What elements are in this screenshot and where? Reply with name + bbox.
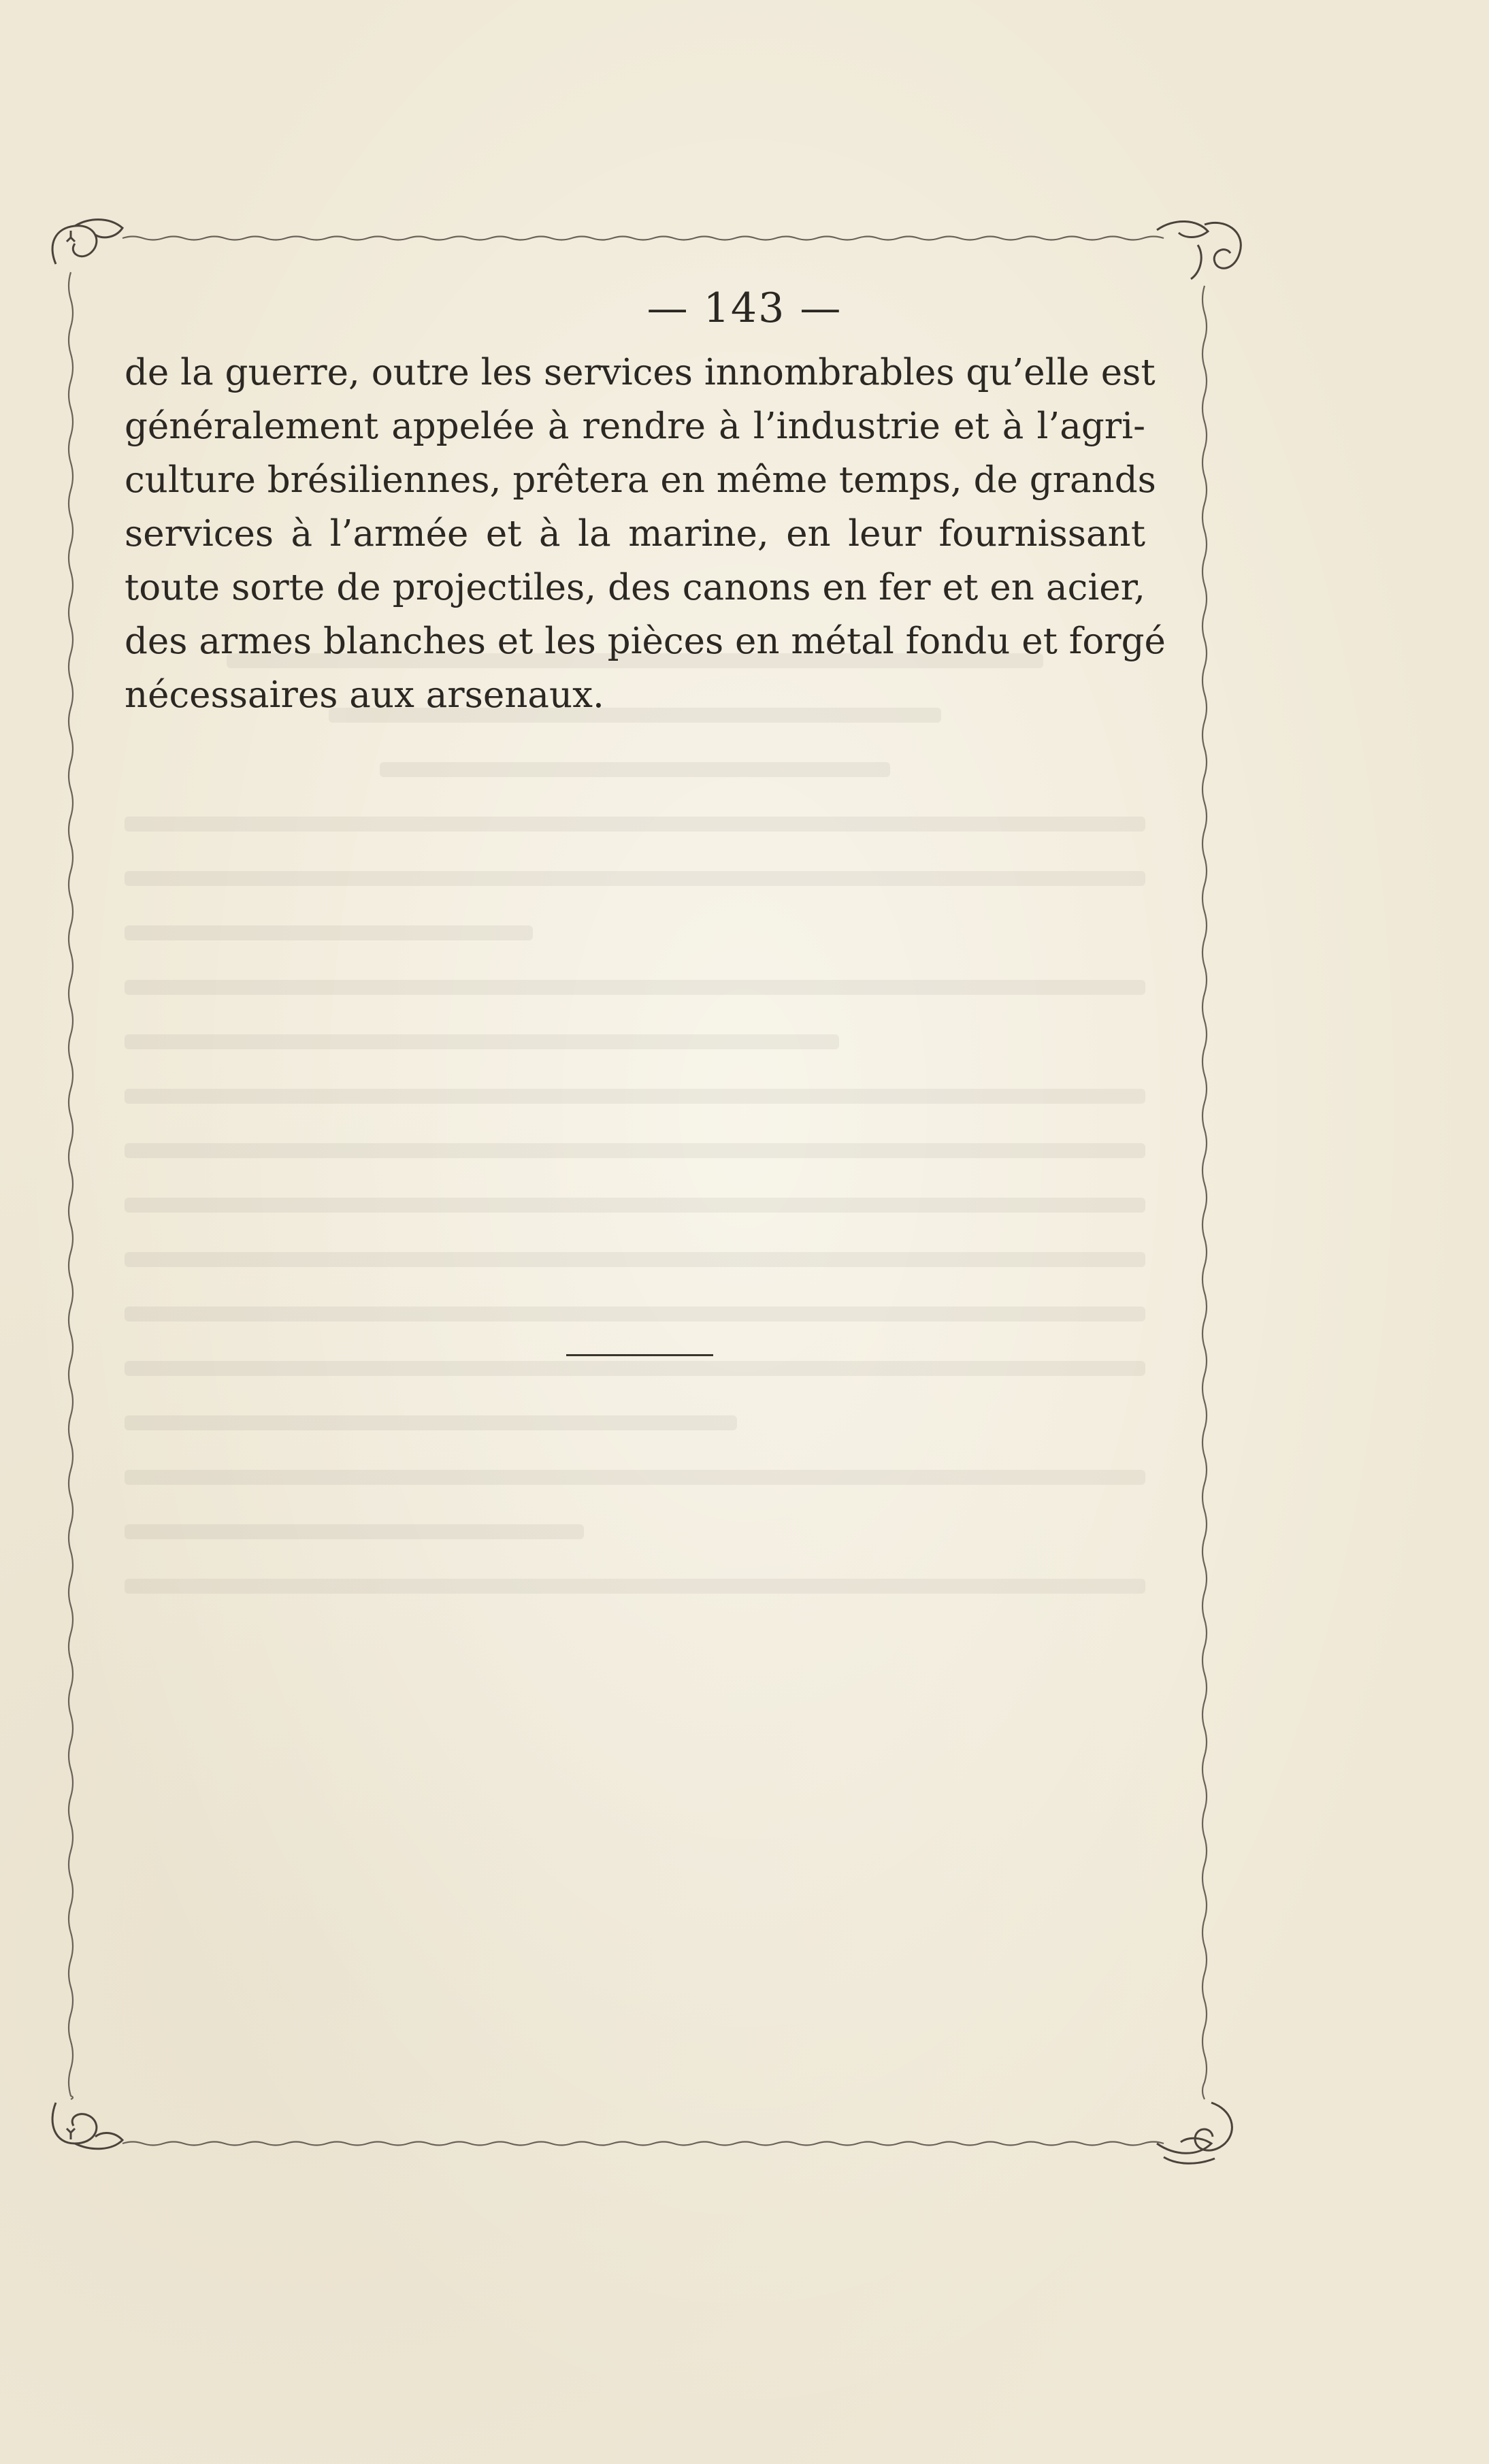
frame-top-border — [122, 237, 1164, 240]
frame-bottom-border — [122, 2142, 1164, 2146]
page-number: — 143 — — [647, 284, 842, 332]
frame-right-border — [1202, 286, 1207, 2099]
text-line: nécessaires aux arsenaux. — [125, 674, 604, 716]
text-line: services à l’armée et à la marine, en leur fournissant — [125, 513, 1145, 555]
corner-flourish-icon — [1157, 221, 1241, 279]
section-divider — [566, 1354, 713, 1356]
corner-flourish-icon — [52, 220, 122, 264]
text-line: toute sorte de projectiles, des canons en fer et en acier, — [125, 567, 1145, 608]
body-paragraph — [125, 346, 1166, 722]
text-line: généralement appelée à rendre à l’industrie et à l’agri- — [125, 406, 1145, 447]
corner-flourish-icon — [52, 2103, 122, 2149]
text-line: de la guerre, outre les services innombrables qu’elle est — [125, 352, 1156, 393]
text-line: culture brésiliennes, prêtera en même temps, de grands — [125, 459, 1156, 501]
text-line: des armes blanches et les pièces en métal fondu et forgé — [125, 621, 1166, 662]
frame-left-border — [69, 272, 73, 2099]
corner-flourish-icon — [1157, 2103, 1232, 2163]
